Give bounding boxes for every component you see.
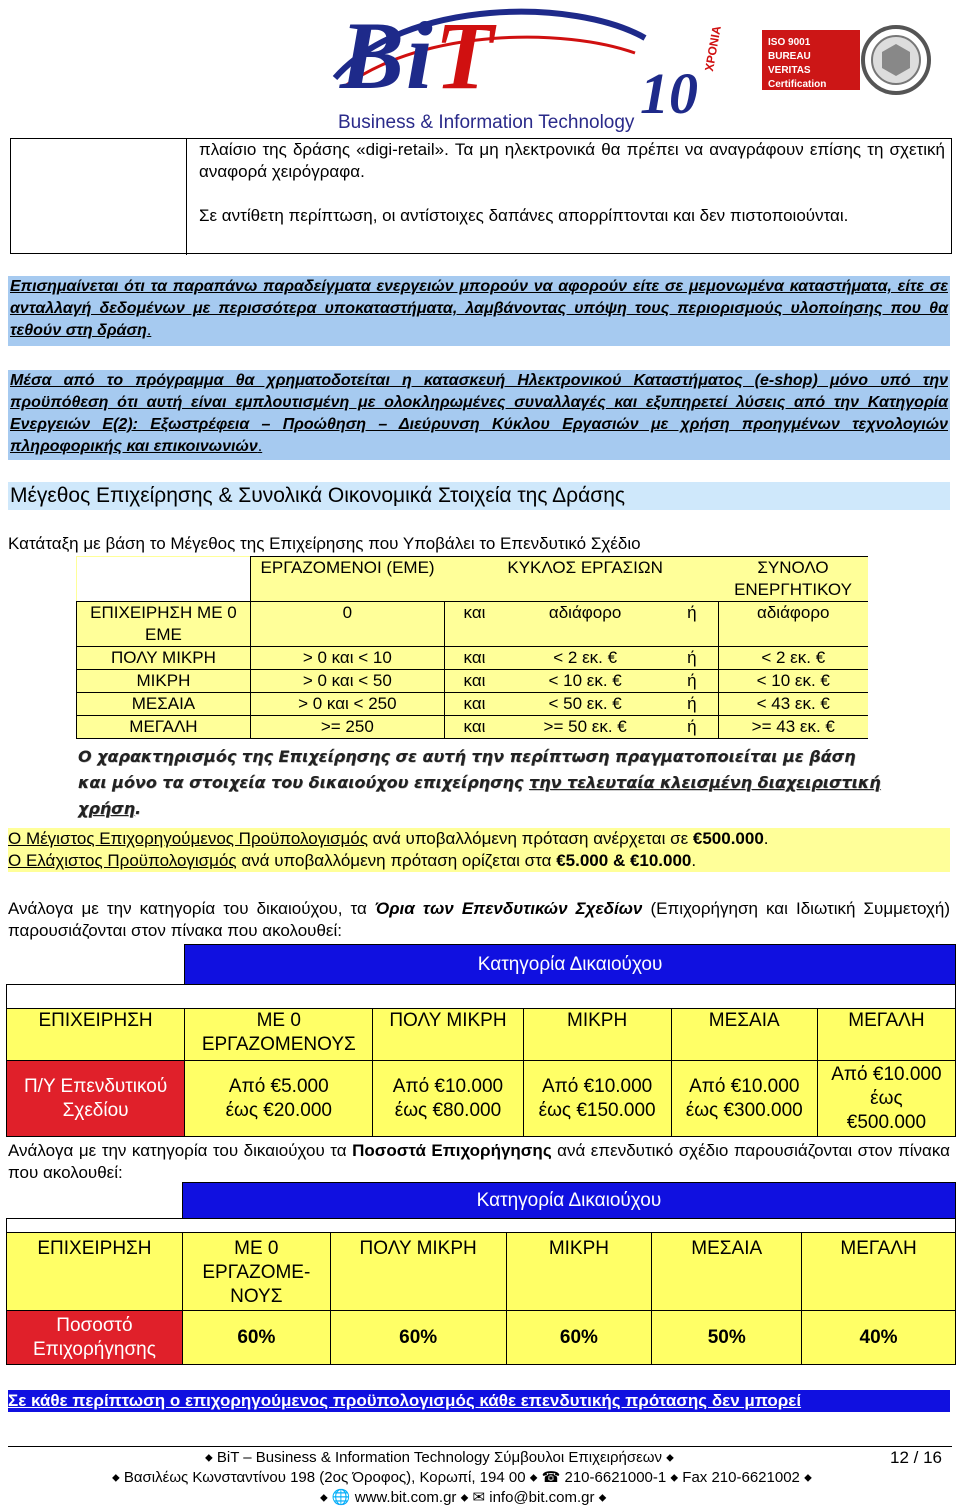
and-cell: και bbox=[444, 693, 504, 716]
value-to: €500.000 bbox=[846, 1111, 927, 1133]
footer-address: Βασιλέως Κωνσταντίνου 198 (2ος Όροφος), Κορωπί, 194 00 bbox=[123, 1469, 526, 1486]
highlight-note-branches bbox=[8, 276, 950, 346]
column-header: ΜΕΣΑΙΑ bbox=[671, 1009, 817, 1061]
turnover-cell: αδιάφορο bbox=[504, 602, 666, 647]
value-to: έως €20.000 bbox=[225, 1099, 332, 1121]
turnover-cell: < 50 εκ. € bbox=[504, 693, 666, 716]
footer-phone: 210-6621000-1 bbox=[564, 1469, 667, 1486]
spacer-row bbox=[7, 1219, 956, 1233]
assets-cell: < 2 εκ. € bbox=[718, 647, 868, 670]
column-header: ΜΕ 0 ΕΡΓΑΖΟΜΕΝΟΥΣ bbox=[185, 1009, 373, 1061]
and-cell: και bbox=[444, 670, 504, 693]
table-row bbox=[77, 670, 869, 693]
columns-row bbox=[7, 1009, 956, 1061]
value-to: έως €300.000 bbox=[685, 1099, 803, 1121]
values-row bbox=[7, 1311, 956, 1365]
column-header: ΜΙΚΡΗ bbox=[523, 1009, 671, 1061]
column-header: ΜΕΣΑΙΑ bbox=[652, 1233, 802, 1311]
note-text: Ο χαρακτηρισμός της Επιχείρησης σε αυτή την περίπτωση πραγματοποιείται με βάση και μόνο τα στοιχεία του δικαιούχου επιχείρησης bbox=[78, 747, 856, 792]
columns-row bbox=[7, 1233, 956, 1311]
row-label: ΠΟΛΥ ΜΙΚΡΗ bbox=[77, 647, 251, 670]
diamond-icon: ◆ bbox=[666, 1452, 674, 1464]
value-from: Από €10.000 bbox=[392, 1075, 504, 1097]
or-cell: ή bbox=[666, 716, 718, 739]
empty-corner-cell bbox=[77, 557, 251, 602]
empty-corner-cell bbox=[7, 1183, 183, 1219]
assets-cell: >= 43 εκ. € bbox=[718, 716, 868, 739]
budget-limits bbox=[8, 828, 950, 872]
value-to: έως €150.000 bbox=[538, 1099, 656, 1121]
percent-cell: 60% bbox=[506, 1311, 652, 1365]
max-budget-line bbox=[8, 828, 950, 850]
intro-paragraph: πλαίσιο της δράσης «digi-retail». Τα μη ηλεκτρονικά θα πρέπει να αναγράφουν επίσης τη σχετική αναφορά χειρόγραφα. bbox=[199, 140, 945, 181]
value-cell bbox=[373, 1061, 523, 1137]
assets-cell: < 10 εκ. € bbox=[718, 670, 868, 693]
table-row bbox=[77, 602, 869, 647]
mail-icon: ✉ bbox=[472, 1489, 486, 1506]
anniversary-word: ΧΡΟΝΙΑ bbox=[702, 24, 724, 73]
iso-certification-badge bbox=[762, 30, 860, 90]
grant-percentages-table bbox=[6, 1182, 956, 1365]
value-to: έως €80.000 bbox=[394, 1099, 502, 1121]
empty-corner-cell bbox=[7, 945, 185, 985]
row-label: Π/Υ Επενδυτικού Σχεδίου bbox=[7, 1061, 185, 1137]
and-cell: και bbox=[444, 716, 504, 739]
diamond-icon: ◆ bbox=[804, 1472, 812, 1484]
company-logo bbox=[300, 0, 740, 138]
row-label: ΜΕΣΑΙΑ bbox=[77, 693, 251, 716]
diamond-icon: ◆ bbox=[320, 1492, 328, 1504]
footer-line-1 bbox=[205, 1448, 674, 1468]
limits-intro-emphasis: Όρια των Επενδυτικών Σχεδίων bbox=[374, 899, 643, 918]
employees-cell: > 0 και < 250 bbox=[250, 693, 444, 716]
highlight-text: Μέσα από το πρόγραμμα θα χρηματοδοτείται η κατασκευή Ηλεκτρονικού Καταστήματος (e-shop) μόνο υπό την προϋπόθεση ότι αυτή είναι εμπλουτισμένη με ολοκληρωμένες συναλλαγές και εξυπηρετεί λύσεις από την Κατηγορία Ενεργειών Ε(2): Εξωστρέφεια – Προώθηση – Διεύρυνση Κύκλου Εργασιών με χρήση προηγμένων τεχνολογιών πληροφορικής και επικοινωνιών bbox=[10, 372, 948, 455]
highlight-note-eshop bbox=[8, 370, 950, 460]
note-end: . bbox=[135, 799, 142, 818]
spacer-cell bbox=[7, 985, 956, 1009]
value-from: Από €10.000 bbox=[831, 1063, 942, 1085]
diamond-icon: ◆ bbox=[529, 1472, 538, 1484]
value-from: Από €10.000 bbox=[541, 1075, 653, 1097]
values-row bbox=[7, 1061, 956, 1137]
percent-cell: 40% bbox=[802, 1311, 956, 1365]
pct-intro-emphasis: Ποσοστά Επιχορήγησης bbox=[352, 1141, 552, 1160]
category-header-row bbox=[7, 945, 956, 985]
intro-text-cell bbox=[186, 139, 953, 255]
bottom-highlight-note: Σε κάθε περίπτωση ο επιχορηγούμενος προϋπολογισμός κάθε επενδυτικής πρότασης δεν μπορεί bbox=[8, 1390, 950, 1412]
pct-intro-text: ανά επενδυτικό σχέδιο παρουσιάζονται στον πίνακα που ακολουθεί: bbox=[8, 1141, 950, 1182]
size-classification-note bbox=[78, 744, 888, 822]
table-row bbox=[77, 647, 869, 670]
row-header: ΕΠΙΧΕΙΡΗΣΗ bbox=[7, 1009, 185, 1061]
assets-cell: αδιάφορο bbox=[718, 602, 868, 647]
value-cell bbox=[185, 1061, 373, 1137]
footer-website-link[interactable]: www.bit.com.gr bbox=[354, 1489, 457, 1506]
diamond-icon: ◆ bbox=[205, 1452, 213, 1464]
row-label: ΜΕΓΑΛΗ bbox=[77, 716, 251, 739]
or-cell: ή bbox=[666, 602, 718, 647]
value-cell bbox=[671, 1061, 817, 1137]
header-employees: ΕΡΓΑΖΟΜΕΝΟΙ (ΕΜΕ) bbox=[250, 557, 444, 602]
header-assets: ΣΥΝΟΛΟ ΕΝΕΡΓΗΤΙΚΟΥ bbox=[718, 557, 868, 602]
and-cell: και bbox=[444, 647, 504, 670]
min-budget-line bbox=[8, 850, 950, 872]
column-header: ΜΙΚΡΗ bbox=[506, 1233, 652, 1311]
row-label: ΕΠΙΧΕΙΡΗΣΗ ΜΕ 0 ΕΜΕ bbox=[77, 602, 251, 647]
diamond-icon: ◆ bbox=[112, 1472, 120, 1484]
percent-cell: 60% bbox=[182, 1311, 330, 1365]
intro-box bbox=[10, 138, 952, 254]
highlight-text: Επισημαίνεται ότι τα παραπάνω παραδείγματα ενεργειών μπορούν να αφορούν είτε σε μεμονωμένα καταστήματα, είτε σε ανταλλαγή δεδομένων με περισσότερα υποκαταστήματα, λαμβάνοντας υπόψη τους περιορισμούς υλοποίησης που θα τεθούν στη δράση bbox=[10, 278, 948, 339]
footer-fax: Fax 210-6621002 bbox=[682, 1469, 800, 1486]
min-budget-label: Ο Ελάχιστος Προϋπολογισμός bbox=[8, 851, 237, 870]
size-table-intro: Κατάταξη με βάση το Μέγεθος της Επιχείρησης που Υποβάλει το Επενδυτικό Σχέδιο bbox=[8, 534, 641, 553]
company-size-table bbox=[76, 556, 868, 739]
column-header: ΠΟΛΥ ΜΙΚΡΗ bbox=[330, 1233, 506, 1311]
logo-subtitle: Business & Information Technology bbox=[338, 112, 635, 133]
max-budget-end: . bbox=[763, 829, 769, 848]
value-from: Από €10.000 bbox=[689, 1075, 800, 1097]
footer-email-link[interactable]: info@bit.com.gr bbox=[489, 1489, 595, 1506]
spacer-row bbox=[7, 985, 956, 1009]
anniversary-number: 10 bbox=[640, 61, 698, 126]
percent-cell: 60% bbox=[330, 1311, 506, 1365]
footer-line-2 bbox=[112, 1468, 812, 1488]
bureau-veritas-seal-icon bbox=[860, 22, 932, 100]
min-budget-end: . bbox=[691, 851, 697, 870]
logo-letter-t: T bbox=[434, 2, 496, 109]
footer-divider bbox=[8, 1446, 952, 1447]
or-cell: ή bbox=[666, 693, 718, 716]
employees-cell: > 0 και < 10 bbox=[250, 647, 444, 670]
highlight-end: . bbox=[257, 438, 263, 455]
value-mid: έως bbox=[870, 1087, 903, 1109]
empty-cell bbox=[666, 557, 718, 602]
column-header: ΜΕΓΑΛΗ bbox=[817, 1009, 955, 1061]
max-budget-text: ανά υποβαλλόμενη πρόταση ανέρχεται σε bbox=[367, 829, 693, 848]
row-header: ΕΠΙΧΕΙΡΗΣΗ bbox=[7, 1233, 183, 1311]
row-label: ΜΙΚΡΗ bbox=[77, 670, 251, 693]
employees-cell: > 0 και < 50 bbox=[250, 670, 444, 693]
diamond-icon: ◆ bbox=[460, 1492, 469, 1504]
max-budget-label: Ο Μέγιστος Επιχορηγούμενος Προϋπολογισμός bbox=[8, 829, 368, 848]
employees-cell: 0 bbox=[250, 602, 444, 647]
globe-icon: 🌐 bbox=[331, 1489, 351, 1506]
table-header-row bbox=[77, 557, 869, 602]
turnover-cell: < 10 εκ. € bbox=[504, 670, 666, 693]
limits-intro-text: (Επιχορήγηση και Ιδιωτική Συμμετοχή) παρουσιάζονται στον πίνακα που ακολουθεί: bbox=[8, 899, 950, 940]
diamond-icon: ◆ bbox=[598, 1492, 607, 1504]
diamond-icon: ◆ bbox=[670, 1472, 679, 1484]
column-header: ΠΟΛΥ ΜΙΚΡΗ bbox=[373, 1009, 523, 1061]
or-cell: ή bbox=[666, 670, 718, 693]
header-turnover: ΚΥΚΛΟΣ ΕΡΓΑΣΙΩΝ bbox=[504, 557, 666, 602]
value-cell bbox=[817, 1061, 955, 1137]
and-cell: και bbox=[444, 602, 504, 647]
percentages-intro bbox=[8, 1140, 950, 1184]
value-cell bbox=[523, 1061, 671, 1137]
footer-company: BiT – Business & Information Technology Σύμβουλοι Επιχειρήσεων bbox=[216, 1449, 662, 1466]
min-budget-value: €5.000 & €10.000 bbox=[556, 851, 692, 870]
table-row bbox=[77, 716, 869, 739]
assets-cell: < 43 εκ. € bbox=[718, 693, 868, 716]
min-budget-text: ανά υποβαλλόμενη πρόταση ορίζεται στα bbox=[236, 851, 557, 870]
category-header-row bbox=[7, 1183, 956, 1219]
value-from: Από €5.000 bbox=[228, 1075, 329, 1097]
employees-cell: >= 250 bbox=[250, 716, 444, 739]
column-header: ΜΕ 0 ΕΡΓΑΖΟΜΕ-ΝΟΥΣ bbox=[182, 1233, 330, 1311]
category-header: Κατηγορία Δικαιούχου bbox=[182, 1183, 955, 1219]
limits-intro bbox=[8, 898, 950, 942]
intro-paragraph: Σε αντίθετη περίπτωση, οι αντίστοιχες δαπάνες απορρίπτονται και δεν πιστοποιούνται. bbox=[199, 206, 849, 225]
table-row bbox=[77, 693, 869, 716]
page-number: 12 / 16 bbox=[890, 1448, 942, 1467]
row-label: Ποσοστό Επιχορήγησης bbox=[7, 1311, 183, 1365]
turnover-cell: < 2 εκ. € bbox=[504, 647, 666, 670]
logo-wordmark: BiT bbox=[340, 2, 496, 109]
percent-cell: 50% bbox=[652, 1311, 802, 1365]
phone-icon: ☎ bbox=[541, 1469, 561, 1486]
iso-line: BUREAU VERITAS bbox=[768, 51, 811, 76]
column-header: ΜΕΓΑΛΗ bbox=[802, 1233, 956, 1311]
note-underlined: την τελευταία κλεισμένη διαχειριστική χρήση bbox=[78, 773, 881, 818]
turnover-cell: >= 50 εκ. € bbox=[504, 716, 666, 739]
investment-limits-table bbox=[6, 944, 956, 1137]
max-budget-value: €500.000 bbox=[692, 829, 764, 848]
section-title: Μέγεθος Επιχείρησης & Συνολικά Οικονομικά Στοιχεία της Δράσης bbox=[8, 482, 950, 510]
limits-intro-text: Ανάλογα με την κατηγορία του δικαιούχου, τα bbox=[8, 899, 375, 918]
empty-cell bbox=[444, 557, 504, 602]
or-cell: ή bbox=[666, 647, 718, 670]
pct-intro-text: Ανάλογα με την κατηγορία του δικαιούχου τα bbox=[8, 1141, 353, 1160]
highlight-end: . bbox=[146, 322, 152, 339]
iso-line: ISO 9001 bbox=[768, 37, 811, 48]
category-header: Κατηγορία Δικαιούχου bbox=[185, 945, 956, 985]
iso-line: Certification bbox=[768, 79, 827, 90]
spacer-cell bbox=[7, 1219, 956, 1233]
